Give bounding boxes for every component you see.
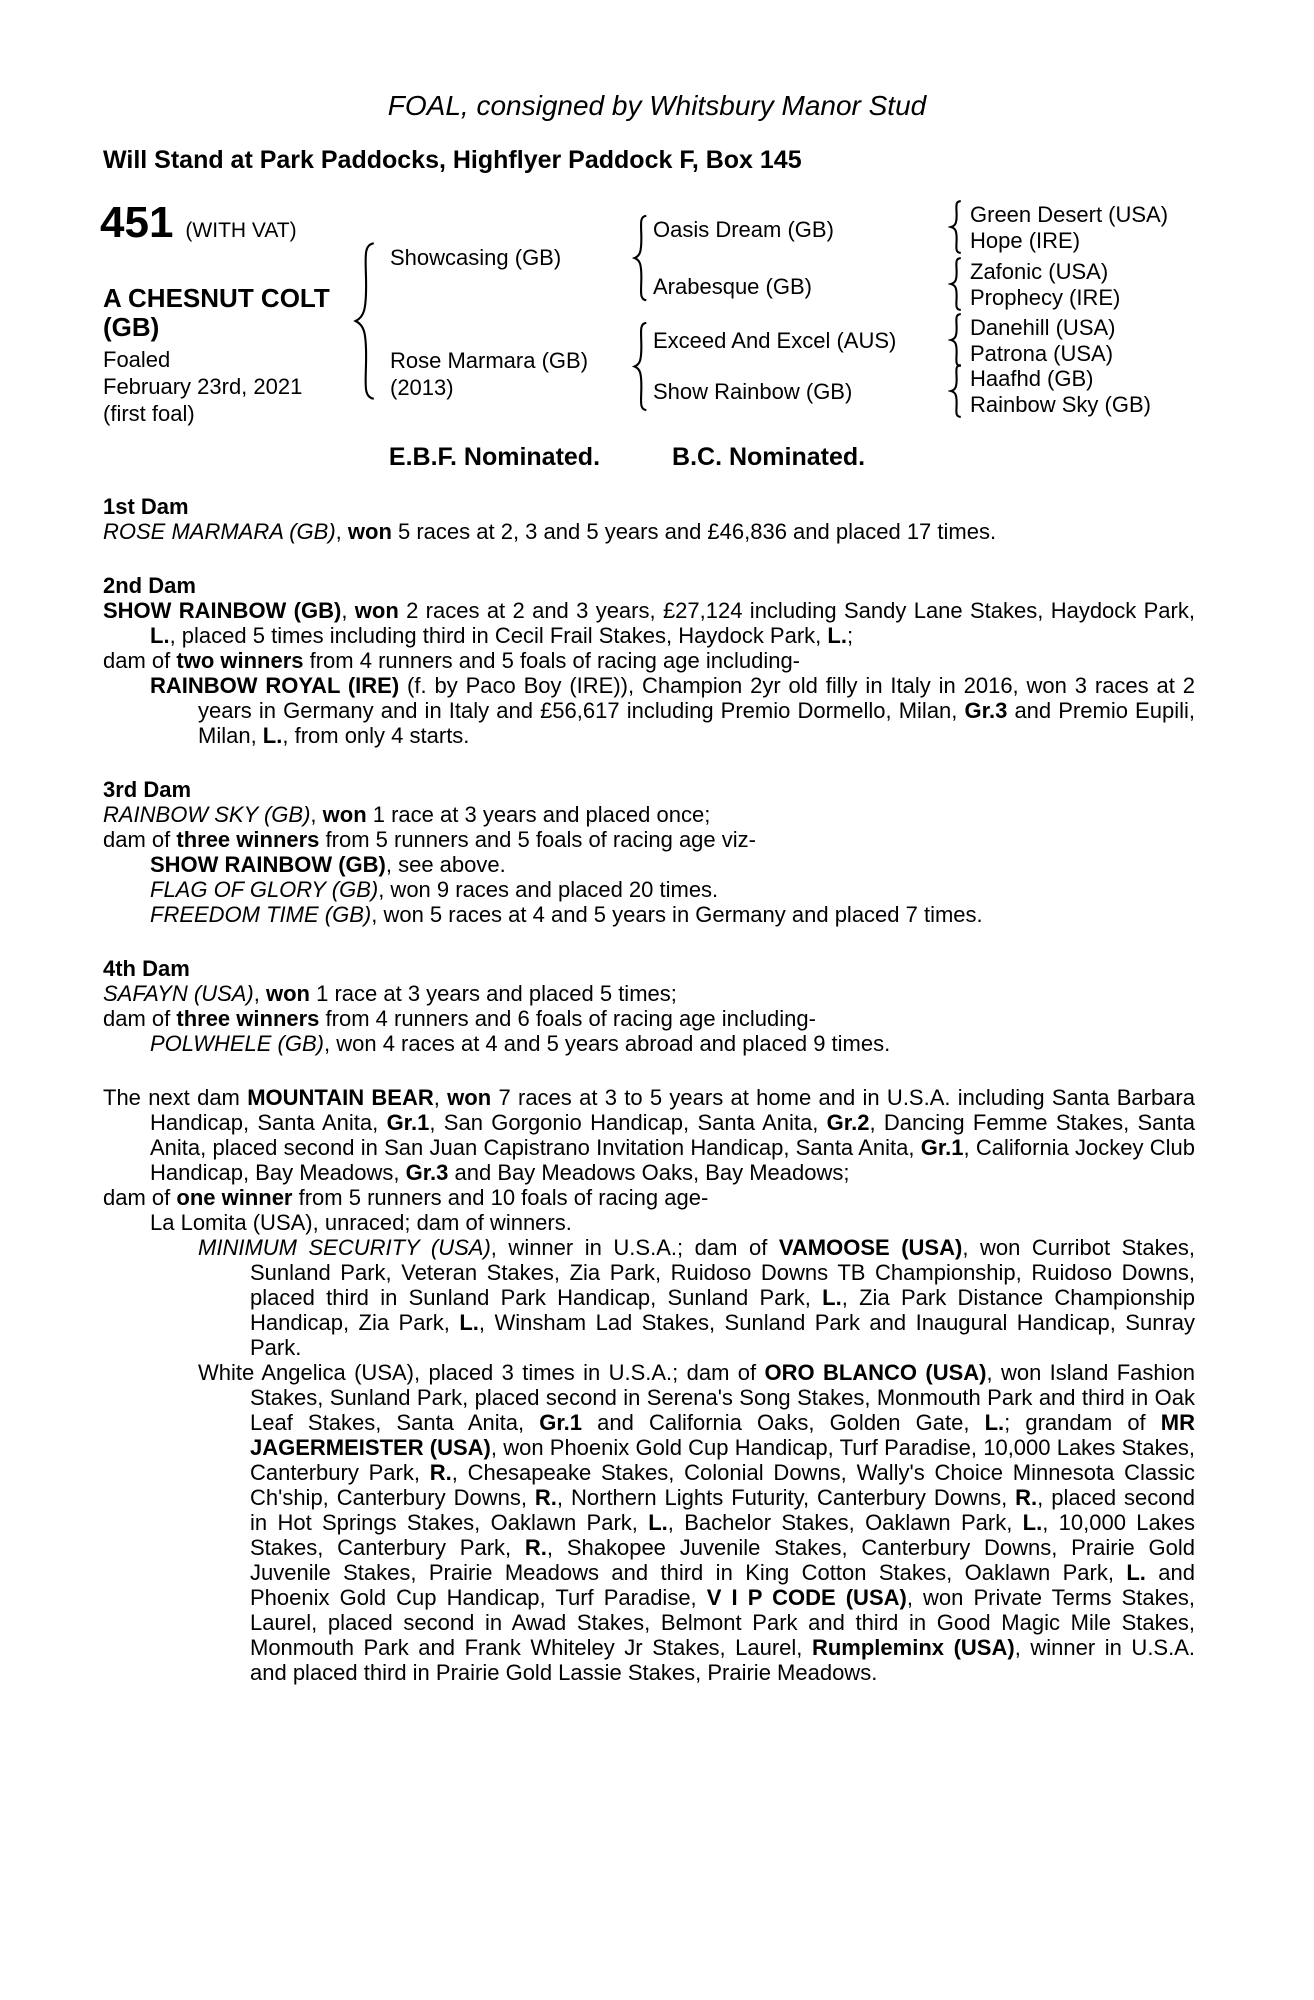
paragraph [103,1031,1195,1056]
text-segment: from 4 runners and 6 foals of racing age including- [319,1006,816,1031]
paragraph [103,1085,1195,1185]
dam-name: Rose Marmara (GB) [390,348,589,373]
foaled-label: Foaled [103,347,171,372]
text-segment: , [335,519,348,544]
section-heading: 3rd Dam [103,777,192,802]
text-segment: MOUNTAIN BEAR [247,1085,434,1110]
paragraph [103,877,1195,902]
ggparent-1a: Green Desert (USA) [970,202,1169,227]
paragraph [103,648,1195,673]
pedigree-brace-dam [631,321,649,412]
text-segment: , Chesapeake Stakes, Colonial Downs, Wally's Choice Minnesota Classic Ch'ship, Canterbury Downs, [250,1460,1195,1510]
paragraph [103,827,1195,852]
ggparent-2b: Prophecy (IRE) [970,285,1121,310]
text-segment: , winner in U.S.A. and placed third in Prairie Gold Lassie Stakes, Prairie Meadows. [250,1635,1196,1685]
text-segment: 5 races at 2, 3 and 5 years and £46,836 and placed 17 times. [391,519,997,544]
text-segment: dam of [103,648,177,673]
bc-nominated: B.C. Nominated. [672,443,866,471]
dam-section [103,1085,1195,1685]
text-segment: (f. by Paco Boy (IRE)), Champion 2yr old filly in Italy in 2016, won 3 races at 2 years in Germany and in Italy and £56,617 including Premio Dormello, Milan, [198,673,1195,723]
text-segment: , won 5 races at 4 and 5 years in Germany and placed 7 times. [371,902,983,927]
text-segment: White Angelica (USA), placed 3 times in U.S.A.; dam of [198,1360,765,1385]
paragraph [103,981,1195,1006]
text-segment: ORO BLANCO (USA) [764,1360,987,1385]
text-segment: , won Private Terms Stakes, Laurel, placed second in Awad Stakes, Belmont Park and third in Good Magic Mile Stakes, Monmouth Park and Frank Whiteley Jr Stakes, Laurel, [250,1585,1195,1660]
text-segment: ; grandam of [1004,1410,1161,1435]
text-segment: from 5 runners and 5 foals of racing age viz- [319,827,756,852]
text-segment: 1 race at 3 years and placed 5 times; [310,981,677,1006]
grandsire-2: Exceed And Excel (AUS) [653,328,897,353]
text-segment: won [447,1085,492,1110]
text-segment: and California Oaks, Golden Gate, [582,1410,985,1435]
text-segment: V I P CODE (USA) [706,1585,907,1610]
sections [103,494,1195,1685]
granddam-2: Show Rainbow (GB) [653,379,853,404]
text-segment: RAINBOW SKY (GB) [103,802,311,827]
text-segment: 2 races at 2 and 3 years, £27,124 including Sandy Lane Stakes, Haydock Park, [398,598,1195,623]
text-segment: , from only 4 starts. [282,723,470,748]
pedigree-brace-gg1 [948,200,963,254]
lot-row [100,200,297,246]
text-segment: 1 race at 3 years and placed once; [366,802,711,827]
text-segment: , placed second in Hot Springs Stakes, Oaklawn Park, [250,1485,1195,1535]
pedigree-brace-gg3 [948,313,963,367]
paragraph [103,1006,1195,1031]
text-segment: Gr.2 [826,1110,870,1135]
ggparent-1b: Hope (IRE) [970,228,1081,253]
text-segment: The next dam [103,1085,248,1110]
text-segment: R. [429,1460,452,1485]
text-segment: , [253,981,266,1006]
text-segment: L. [1126,1560,1146,1585]
text-segment: L. [459,1310,479,1335]
text-segment: VAMOOSE (USA) [778,1235,963,1260]
text-segment: from 4 runners and 5 foals of racing age including- [303,648,801,673]
text-segment: won [322,802,367,827]
text-segment: ROSE MARMARA (GB) [103,519,336,544]
text-segment: R. [1015,1485,1038,1510]
nomination-row [81,443,1173,472]
text-segment: dam of [103,827,177,852]
text-segment: ; [846,623,854,648]
text-segment: won [354,598,399,623]
ggparent-4a: Haafhd (GB) [970,366,1094,391]
text-segment: L. [150,623,170,648]
text-segment: L. [984,1410,1005,1435]
ggparent-2a: Zafonic (USA) [970,259,1109,284]
text-segment: , won 4 races at 4 and 5 years abroad and placed 9 times. [324,1031,891,1056]
text-segment: Gr.3 [405,1160,449,1185]
text-segment: and Bay Meadows Oaks, Bay Meadows; [448,1160,850,1185]
ebf-nominated: E.B.F. Nominated. [388,443,601,471]
text-segment: L. [827,623,847,648]
text-segment: , Zia Park Distance Championship Handicap, Zia Park, [250,1285,1195,1335]
text-segment: FLAG OF GLORY (GB) [150,877,379,902]
text-segment: Gr.3 [964,698,1008,723]
text-segment: , [433,1085,448,1110]
text-segment: , Shakopee Juvenile Stakes, Canterbury Downs, Prairie Gold Juvenile Stakes, Prairie Meadows and third in King Cotton Stakes, Oaklawn Park, [250,1535,1195,1585]
section-heading: 2nd Dam [103,573,196,598]
text-segment: , California Jockey Club Handicap, Bay Meadows, [150,1135,1195,1185]
grandsire-1: Oasis Dream (GB) [653,217,834,242]
text-segment: two winners [176,648,304,673]
horse-name: A CHESNUT COLT (GB) [103,283,330,342]
text-segment: 7 races at 3 to 5 years at home and in U.S.A. including Santa Barbara Handicap, Santa Anita, [150,1085,1195,1135]
text-segment: , see above. [385,852,506,877]
text-segment: R. [534,1485,557,1510]
pedigree-brace-gg2 [948,257,963,311]
pedigree-brace-main [350,240,378,402]
paragraph [103,1185,1195,1210]
dam-block [390,347,588,401]
text-segment: three winners [176,827,320,852]
text-segment: L. [1022,1510,1043,1535]
paragraph [103,598,1195,648]
paragraph [103,852,1195,877]
consignor-line: FOAL, consigned by Whitsbury Manor Stud [387,90,927,121]
text-segment: L. [262,723,283,748]
text-segment: , [310,802,323,827]
pedigree-brace-gg4 [948,364,963,418]
horse-foaling-info [103,346,367,427]
section-heading: 1st Dam [103,494,189,519]
paragraph [103,1235,1195,1360]
foal-note: (first foal) [103,401,195,426]
foaled-date: February 23rd, 2021 [103,374,303,399]
text-segment: , Dancing Femme Stakes, Santa Anita, placed second in San Juan Capistrano Invitation Handicap, Santa Anita, [150,1110,1195,1160]
ggparent-3a: Danehill (USA) [970,315,1116,340]
text-segment: and Phoenix Gold Cup Handicap, Turf Paradise, [250,1560,1195,1610]
paragraph [103,519,1195,544]
text-segment: and Premio Eupili, Milan, [198,698,1195,748]
section-heading: 4th Dam [103,956,190,981]
text-segment: Rumpleminx (USA) [811,1635,1015,1660]
text-segment: , 10,000 Lakes Stakes, Canterbury Park, [250,1510,1195,1560]
text-segment: , won 9 races and placed 20 times. [378,877,719,902]
text-segment: , Northern Lights Futurity, Canterbury Downs, [556,1485,1016,1510]
dam-section [103,573,1195,748]
sire-name: Showcasing (GB) [390,245,562,270]
ggparent-3b: Patrona (USA) [970,341,1114,366]
text-segment: won [266,981,310,1006]
text-segment: L. [648,1510,668,1535]
vat-note: (WITH VAT) [185,219,297,242]
paragraph [103,1360,1195,1685]
text-segment: , placed 5 times including third in Cecil Frail Stakes, Haydock Park, [169,623,828,648]
text-segment: SAFAYN (USA) [103,981,254,1006]
text-segment: MINIMUM SECURITY (USA) [198,1235,491,1260]
text-segment: , winner in U.S.A.; dam of [490,1235,779,1260]
paragraph [103,902,1195,927]
stand-line: Will Stand at Park Paddocks, Highflyer Paddock F, Box 145 [103,146,802,174]
text-segment: Gr.1 [386,1110,430,1135]
horse-block [103,284,367,427]
granddam-1: Arabesque (GB) [653,274,812,299]
text-segment: , [341,598,355,623]
text-segment: dam of [103,1185,177,1210]
text-segment: , won Curribot Stakes, Sunland Park, Veteran Stakes, Zia Park, Ruidoso Downs TB Championship, Ruidoso Downs, placed third in Sunland Park Handicap, Sunland Park, [250,1235,1195,1310]
dam-year: (2013) [390,375,454,400]
paragraph [103,673,1195,748]
text-segment: , won Island Fashion Stakes, Sunland Park, placed second in Serena's Song Stakes, Monmouth Park and third in Oak Leaf Stakes, Santa Anita, [250,1360,1195,1435]
dam-section [103,777,1195,927]
text-segment: RAINBOW ROYAL (IRE) [150,673,400,698]
text-segment: SHOW RAINBOW (GB) [103,598,342,623]
ggparent-4b: Rainbow Sky (GB) [970,392,1151,417]
text-segment: POLWHELE (GB) [150,1031,324,1056]
text-segment: one winner [176,1185,293,1210]
text-segment: , San Gorgonio Handicap, Santa Anita, [429,1110,827,1135]
text-segment: R. [524,1535,547,1560]
text-segment: won [347,519,392,544]
text-segment: from 5 runners and 10 foals of racing age- [292,1185,709,1210]
text-segment: dam of [103,1006,177,1031]
lot-number: 451 [100,198,174,247]
text-segment: , won Phoenix Gold Cup Handicap, Turf Paradise, 10,000 Lakes Stakes, Canterbury Park, [250,1435,1195,1485]
text-segment: MR JAGERMEISTER (USA) [250,1410,1195,1460]
dam-section [103,956,1195,1056]
text-segment: FREEDOM TIME (GB) [150,902,372,927]
text-segment: SHOW RAINBOW (GB) [150,852,386,877]
text-segment: Gr.1 [920,1135,964,1160]
text-segment: L. [822,1285,842,1310]
text-segment: , Bachelor Stakes, Oaklawn Park, [667,1510,1023,1535]
paragraph [103,1210,1195,1235]
text-segment: Gr.1 [539,1410,583,1435]
text-segment: three winners [176,1006,320,1031]
text-segment: , Winsham Lad Stakes, Sunland Park and Inaugural Handicap, Sunray Park. [250,1310,1195,1360]
paragraph [103,802,1195,827]
pedigree-brace-sire [631,214,649,302]
text-segment: La Lomita (USA), unraced; dam of winners. [150,1210,572,1235]
dam-section [103,494,1195,544]
